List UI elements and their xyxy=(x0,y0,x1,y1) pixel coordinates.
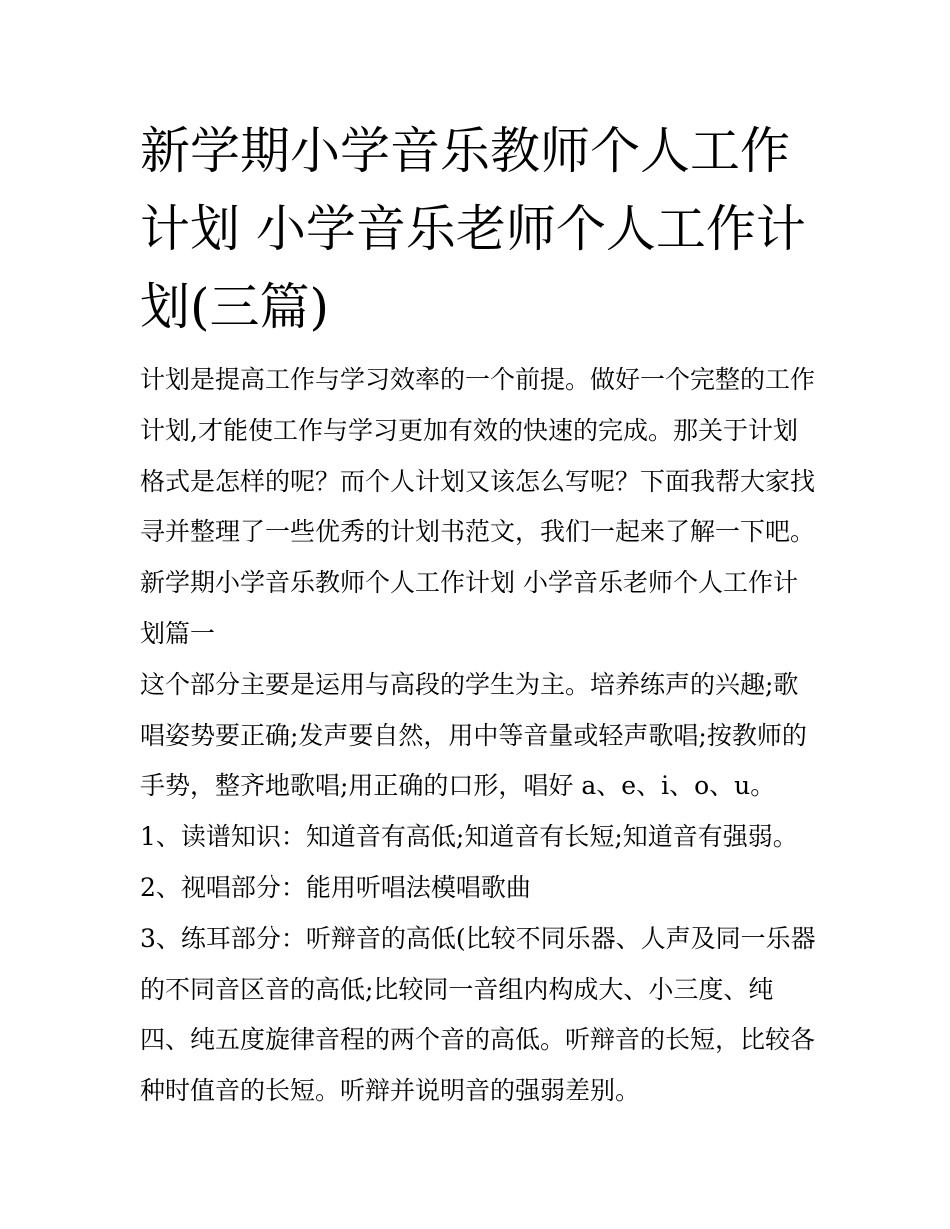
title-line: 新学期小学音乐教师个人工作 xyxy=(140,122,790,180)
body-line: 这个部分主要是运用与高段的学生为主。培养练声的兴趣;歌 xyxy=(140,669,799,699)
body-line: 计划是提高工作与学习效率的一个前提。做好一个完整的工作 xyxy=(140,365,816,394)
title-line: 划(三篇) xyxy=(140,278,330,336)
body-line: 的不同音区音的高低;比较同一音组内构成大、小三度、纯 xyxy=(140,974,774,1004)
section-heading-line: 新学期小学音乐教师个人工作计划 小学音乐老师个人工作计 xyxy=(140,568,798,598)
body-line: 唱姿势要正确;发声要自然，用中等音量或轻声歌唱;按教师的 xyxy=(140,720,807,750)
body-line: 格式是怎样的呢？而个人计划又该怎么写呢？下面我帮大家找 xyxy=(140,466,816,496)
list-item-line: 2、视唱部分：能用听唱法模唱歌曲 xyxy=(140,872,531,902)
body-line: 计划,才能使工作与学习更加有效的快速的完成。那关于计划 xyxy=(140,415,798,445)
list-item-line: 3、练耳部分：听辩音的高低(比较不同乐器、人声及同一乐器 xyxy=(140,923,816,953)
body-line: 种时值音的长短。听辩并说明音的强弱差别。 xyxy=(140,1076,641,1106)
body-line: 四、纯五度旋律音程的两个音的高低。听辩音的长短，比较各 xyxy=(140,1025,816,1055)
title-line: 计划 小学音乐老师个人工作计 xyxy=(140,200,806,258)
document-body xyxy=(140,355,820,1117)
body-line: 寻并整理了一些优秀的计划书范文，我们一起来了解一下吧。 xyxy=(140,517,816,547)
list-item-line: 1、读谱知识：知道音有高低;知道音有长短;知道音有强弱。 xyxy=(140,822,798,852)
document-content xyxy=(140,112,820,1117)
body-line: 手势，整齐地歌唱;用正确的口形，唱好 a、e、i、o、u。 xyxy=(140,771,776,801)
document-title xyxy=(140,112,820,346)
section-heading-line: 划篇一 xyxy=(140,618,216,648)
